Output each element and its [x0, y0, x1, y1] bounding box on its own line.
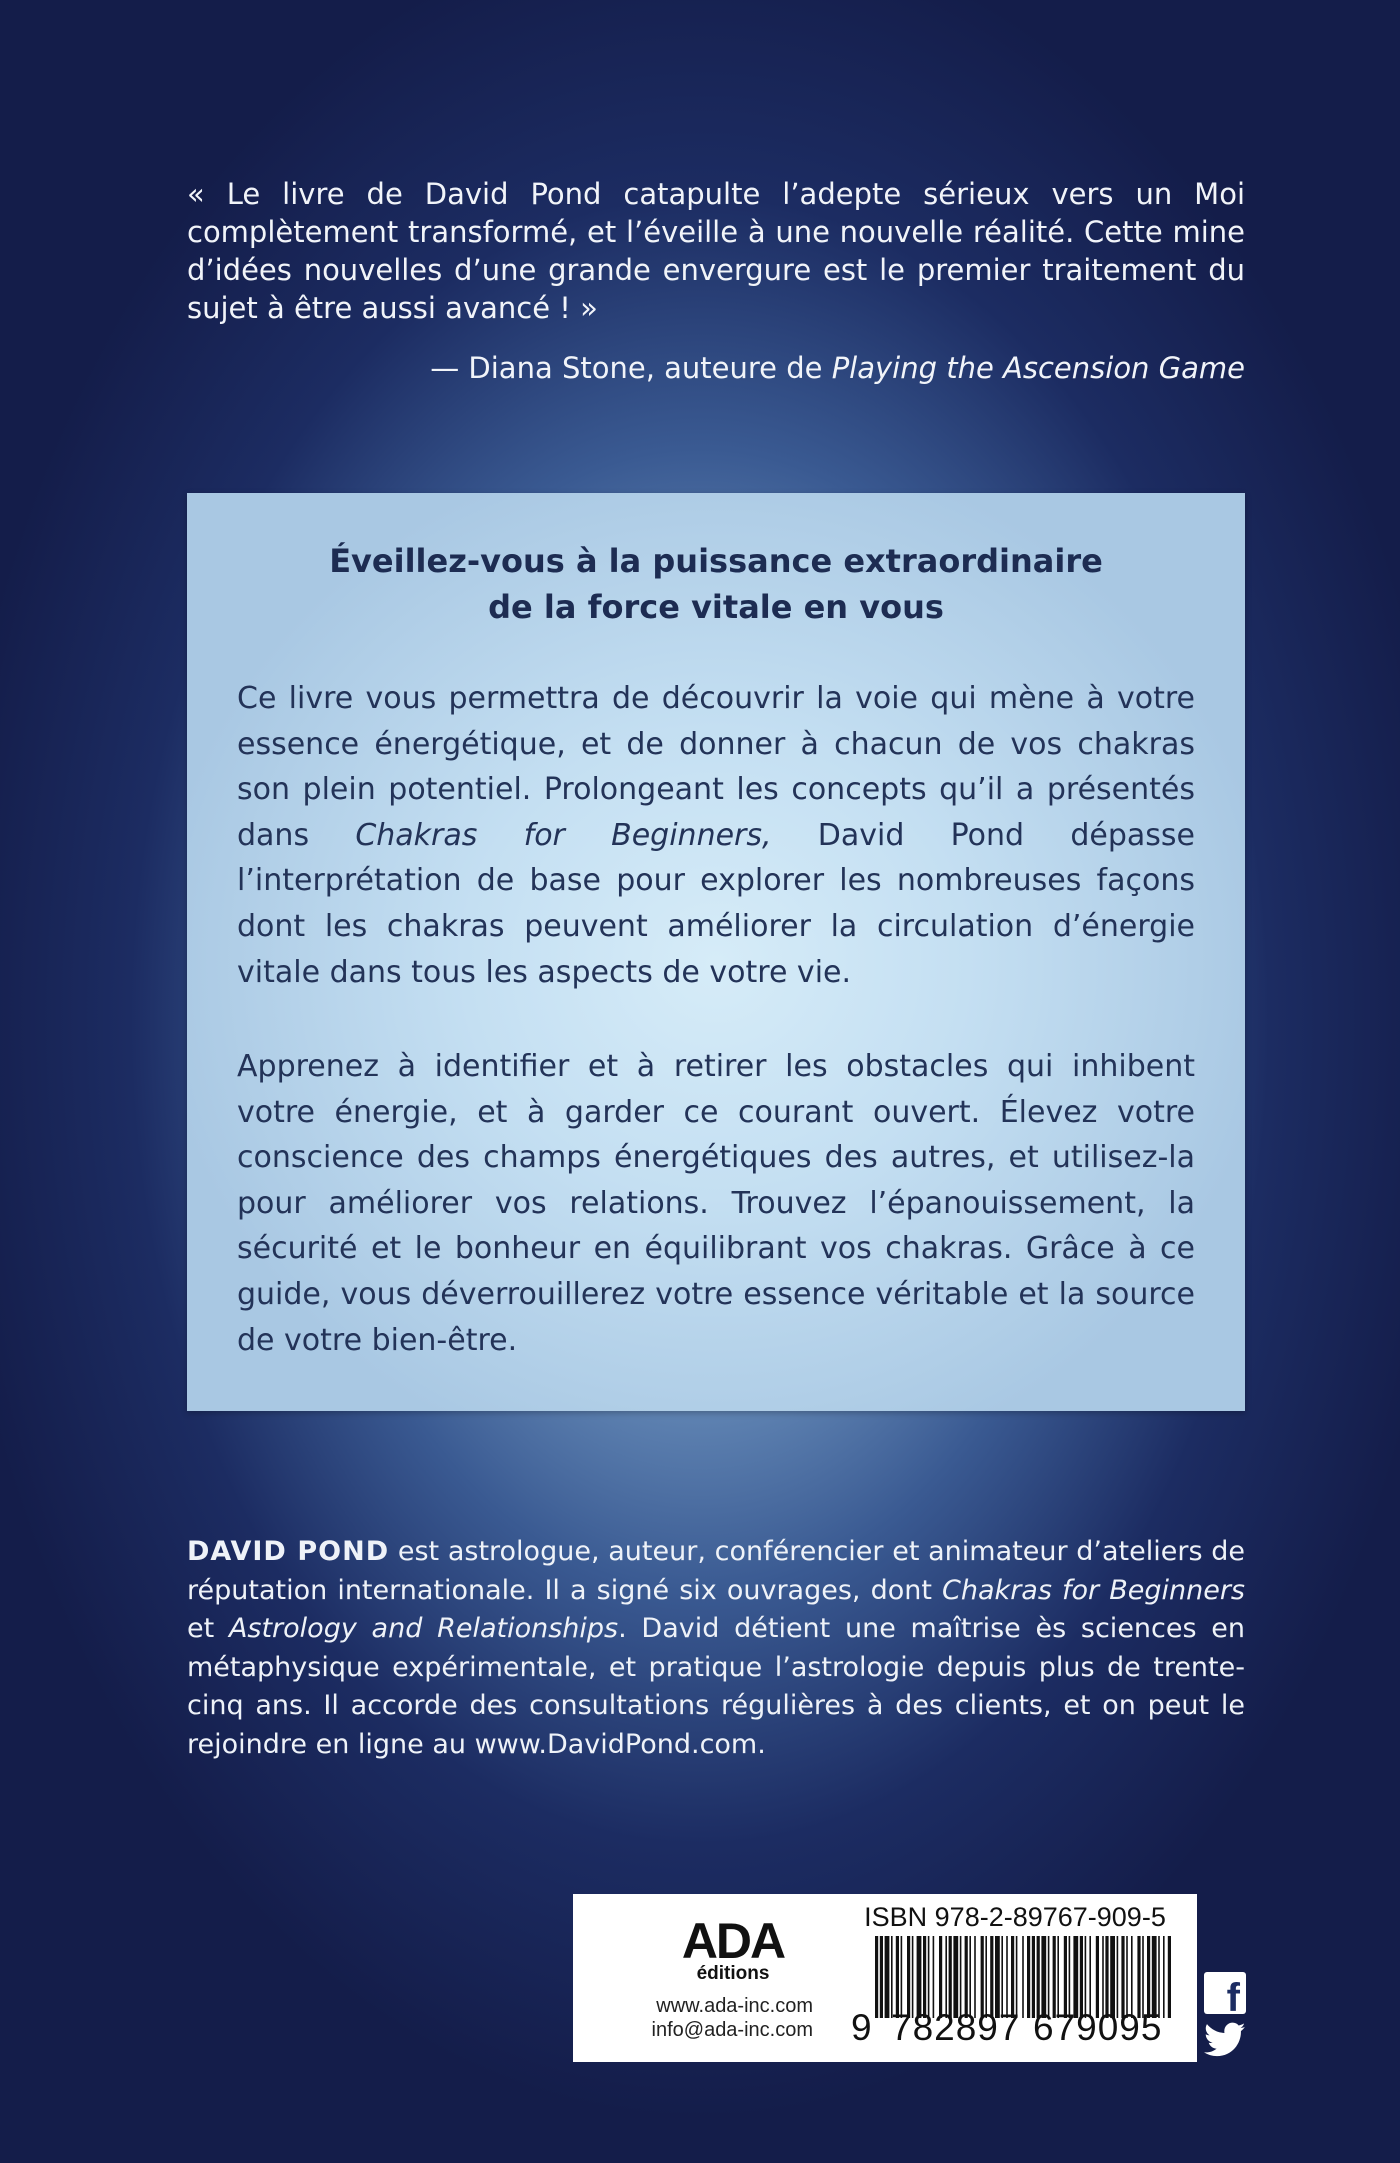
book-title-chakras: Chakras for Beginners, [355, 817, 772, 853]
ada-logo [653, 1913, 813, 1984]
panel-heading-line2: de la force vitale en vous [488, 588, 944, 626]
ean-group-1: 782897 [891, 2007, 1021, 2048]
isbn-label: ISBN 978-2-89767-909-5 [864, 1902, 1166, 1932]
author-name: DAVID POND [187, 1536, 390, 1567]
bio-book-2: Astrology and Relationships [228, 1613, 619, 1645]
description-panel [187, 493, 1245, 1411]
publisher-barcode-box [573, 1894, 1197, 2062]
bio-book-1: Chakras for Beginners [942, 1574, 1245, 1606]
publisher-email[interactable]: info@ada-inc.com [651, 2019, 813, 2041]
panel-heading [187, 538, 1245, 630]
endorsement-quote [187, 175, 1245, 327]
ada-logo-sub: éditions [696, 1963, 770, 1984]
ada-logo-mark: ADA [681, 1913, 785, 1969]
publisher-website[interactable]: www.ada-inc.com [656, 1995, 813, 2017]
twitter-icon[interactable] [1204, 2022, 1246, 2058]
ean-lead-digit: 9 [851, 2007, 873, 2048]
social-icons [1204, 1972, 1246, 2062]
attribution-prefix: — Diana Stone, auteure de [430, 351, 832, 385]
quote-text: « Le livre de David Pond catapulte l’adepte sérieux vers un Moi complètement transformé, et l’éveille à une nouvelle réalité. Cette mine d’idées nouvelles d’une grande envergure est le premier traitement du sujet à être aussi avancé ! » [187, 177, 1245, 325]
ean-group-2: 679095 [1033, 2007, 1163, 2048]
facebook-icon[interactable]: f [1204, 1972, 1246, 2014]
panel-heading-line1: Éveillez-vous à la puissance extraordinaire [329, 542, 1103, 580]
description-paragraph-2: Apprenez à identifier et à retirer les obstacles qui inhibent votre énergie, et à garder ce courant ouvert. Élevez votre conscience des champs énergétiques des autres, et utilisez-la pour améliorer vos relations. Trouvez l’épanouissement, la sécurité et le bonheur en équilibrant vos chakras. Grâce à ce guide, vous déverrouillerez votre essence véritable et la source de votre bien-être. [237, 1049, 1195, 1358]
description-paragraph-1: Ce livre vous permettra de découvrir la voie qui mène à votre essence énergétique, et de donner à chacun de vos chakras son plein potentiel. Prolongeant les concepts qu’il a présentés dans Chakras for Beginners, David Pond dépasse l’interprétation de base pour explorer les nombreuses façons dont les chakras peuvent améliorer la circulation d’énergie vitale dans tous les aspects de votre vie. [237, 681, 1195, 990]
author-bio: DAVID POND est astrologue, auteur, conférencier et animateur d’ateliers de réputation internationale. Il a signé six ouvrages, dont Chakras for Beginners et Astrology and Relationships. David détient une maîtrise ès sciences en métaphysique expérimentale, et pratique l’astrologie depuis plus de trente-cinq ans. Il accorde des consultations régulières à des clients, et on peut le rejoindre en ligne au www.DavidPond.com. [187, 1536, 1246, 1760]
ean-digits [851, 2006, 1181, 2050]
quote-attribution [187, 349, 1245, 387]
attribution-book-title: Playing the Ascension Game [831, 351, 1245, 385]
